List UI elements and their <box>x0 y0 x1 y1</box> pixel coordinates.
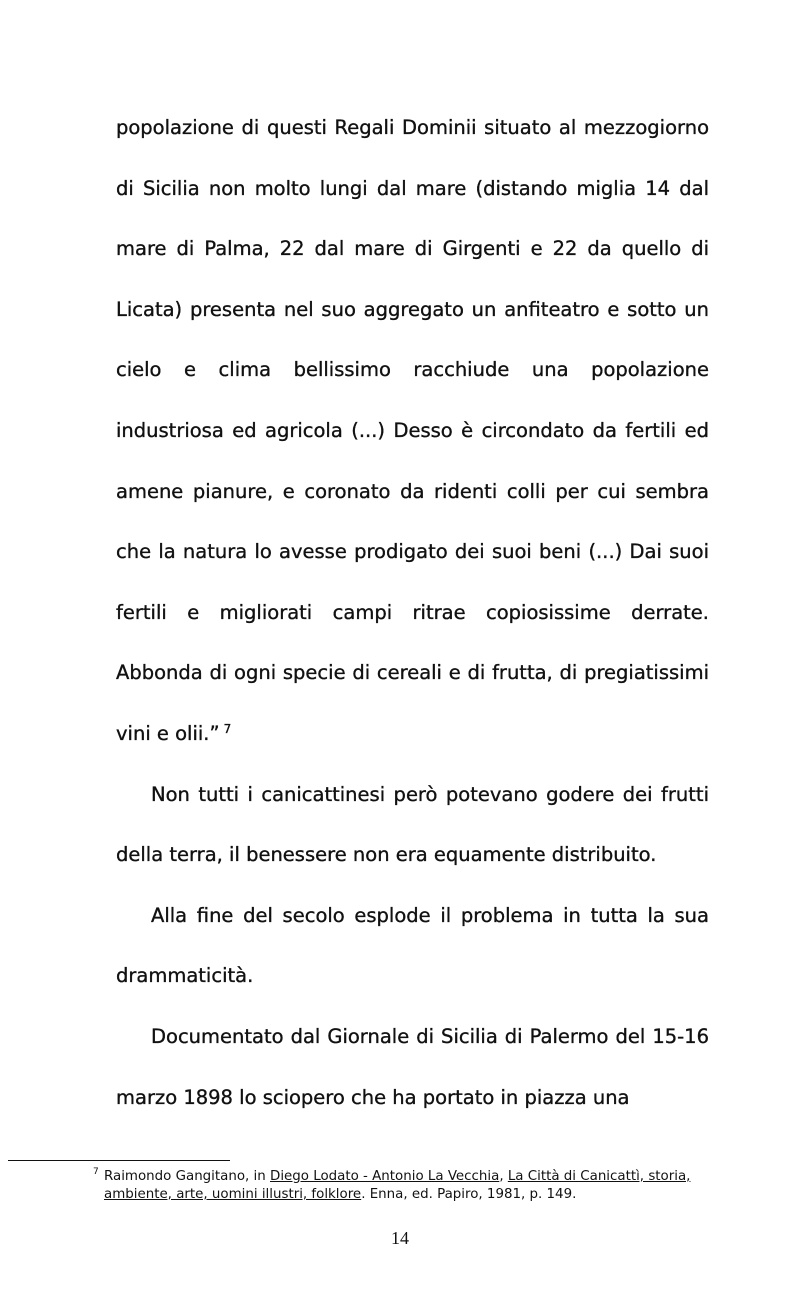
paragraph-documentato: Documentato dal Giornale di Sicilia di Palermo del 15-16 marzo 1898 lo sciopero che ha portato in piazza una <box>116 1024 709 1109</box>
body-text <box>116 98 709 1128</box>
footnote-continuation <box>93 1186 733 1204</box>
paragraph-canicattinesi: Non tutti i canicattinesi però potevano godere dei frutti della terra, il benessere non era equamente distribuito. <box>116 782 709 867</box>
footnote-title-line-1: La Città di Canicattì, storia, <box>507 1169 691 1184</box>
paragraph-fine-secolo: Alla fine del secolo esplode il problema in tutta la sua drammaticità. <box>116 903 709 988</box>
footnote-suffix: . Enna, ed. Papiro, 1981, p. 149. <box>361 1187 577 1202</box>
footnote-prefix: Raimondo Gangitano, in <box>104 1169 271 1184</box>
footnote-separator-text: , <box>499 1169 508 1184</box>
page-number: 14 <box>391 1228 409 1248</box>
footnote: 7 Raimondo Gangitano, in Diego Lodato - Antonio La Vecchia, La Città di Canicattì, storia, ambiente, arte, uomini illustri, folklore. Enna, ed. Papiro, 1981, p. 149. <box>93 1168 733 1204</box>
footnote-separator <box>8 1160 230 1161</box>
footnote-reference[interactable]: 7 <box>223 721 232 736</box>
footnote-authors: Diego Lodato - Antonio La Vecchia <box>270 1169 500 1184</box>
footnote-title-line-2: ambiente, arte, uomini illustri, folklore <box>104 1187 362 1202</box>
paragraph-text: popolazione di questi Regali Dominii situato al mezzogiorno di Sicilia non molto lungi dal mare (distando miglia 14 dal mare di Palma, 22 dal mare di Girgenti e 22 da quello di Licata) presenta nel suo aggregato un anfiteatro e sotto un cielo e clima bellissimo racchiude una popolazione industriosa ed agricola (...) Desso è circondato da fertili ed amene pianure, e coronato da ridenti colli per cui sembra che la natura lo avesse prodigato dei suoi beni (...) Dai suoi fertili e migliorati campi ritrae copiosissime derrate. Abbonda di ogni specie di cereali e di frutta, di pregiatissimi vini e olii.” <box>116 116 709 745</box>
paragraph-quote-continuation <box>116 98 709 765</box>
